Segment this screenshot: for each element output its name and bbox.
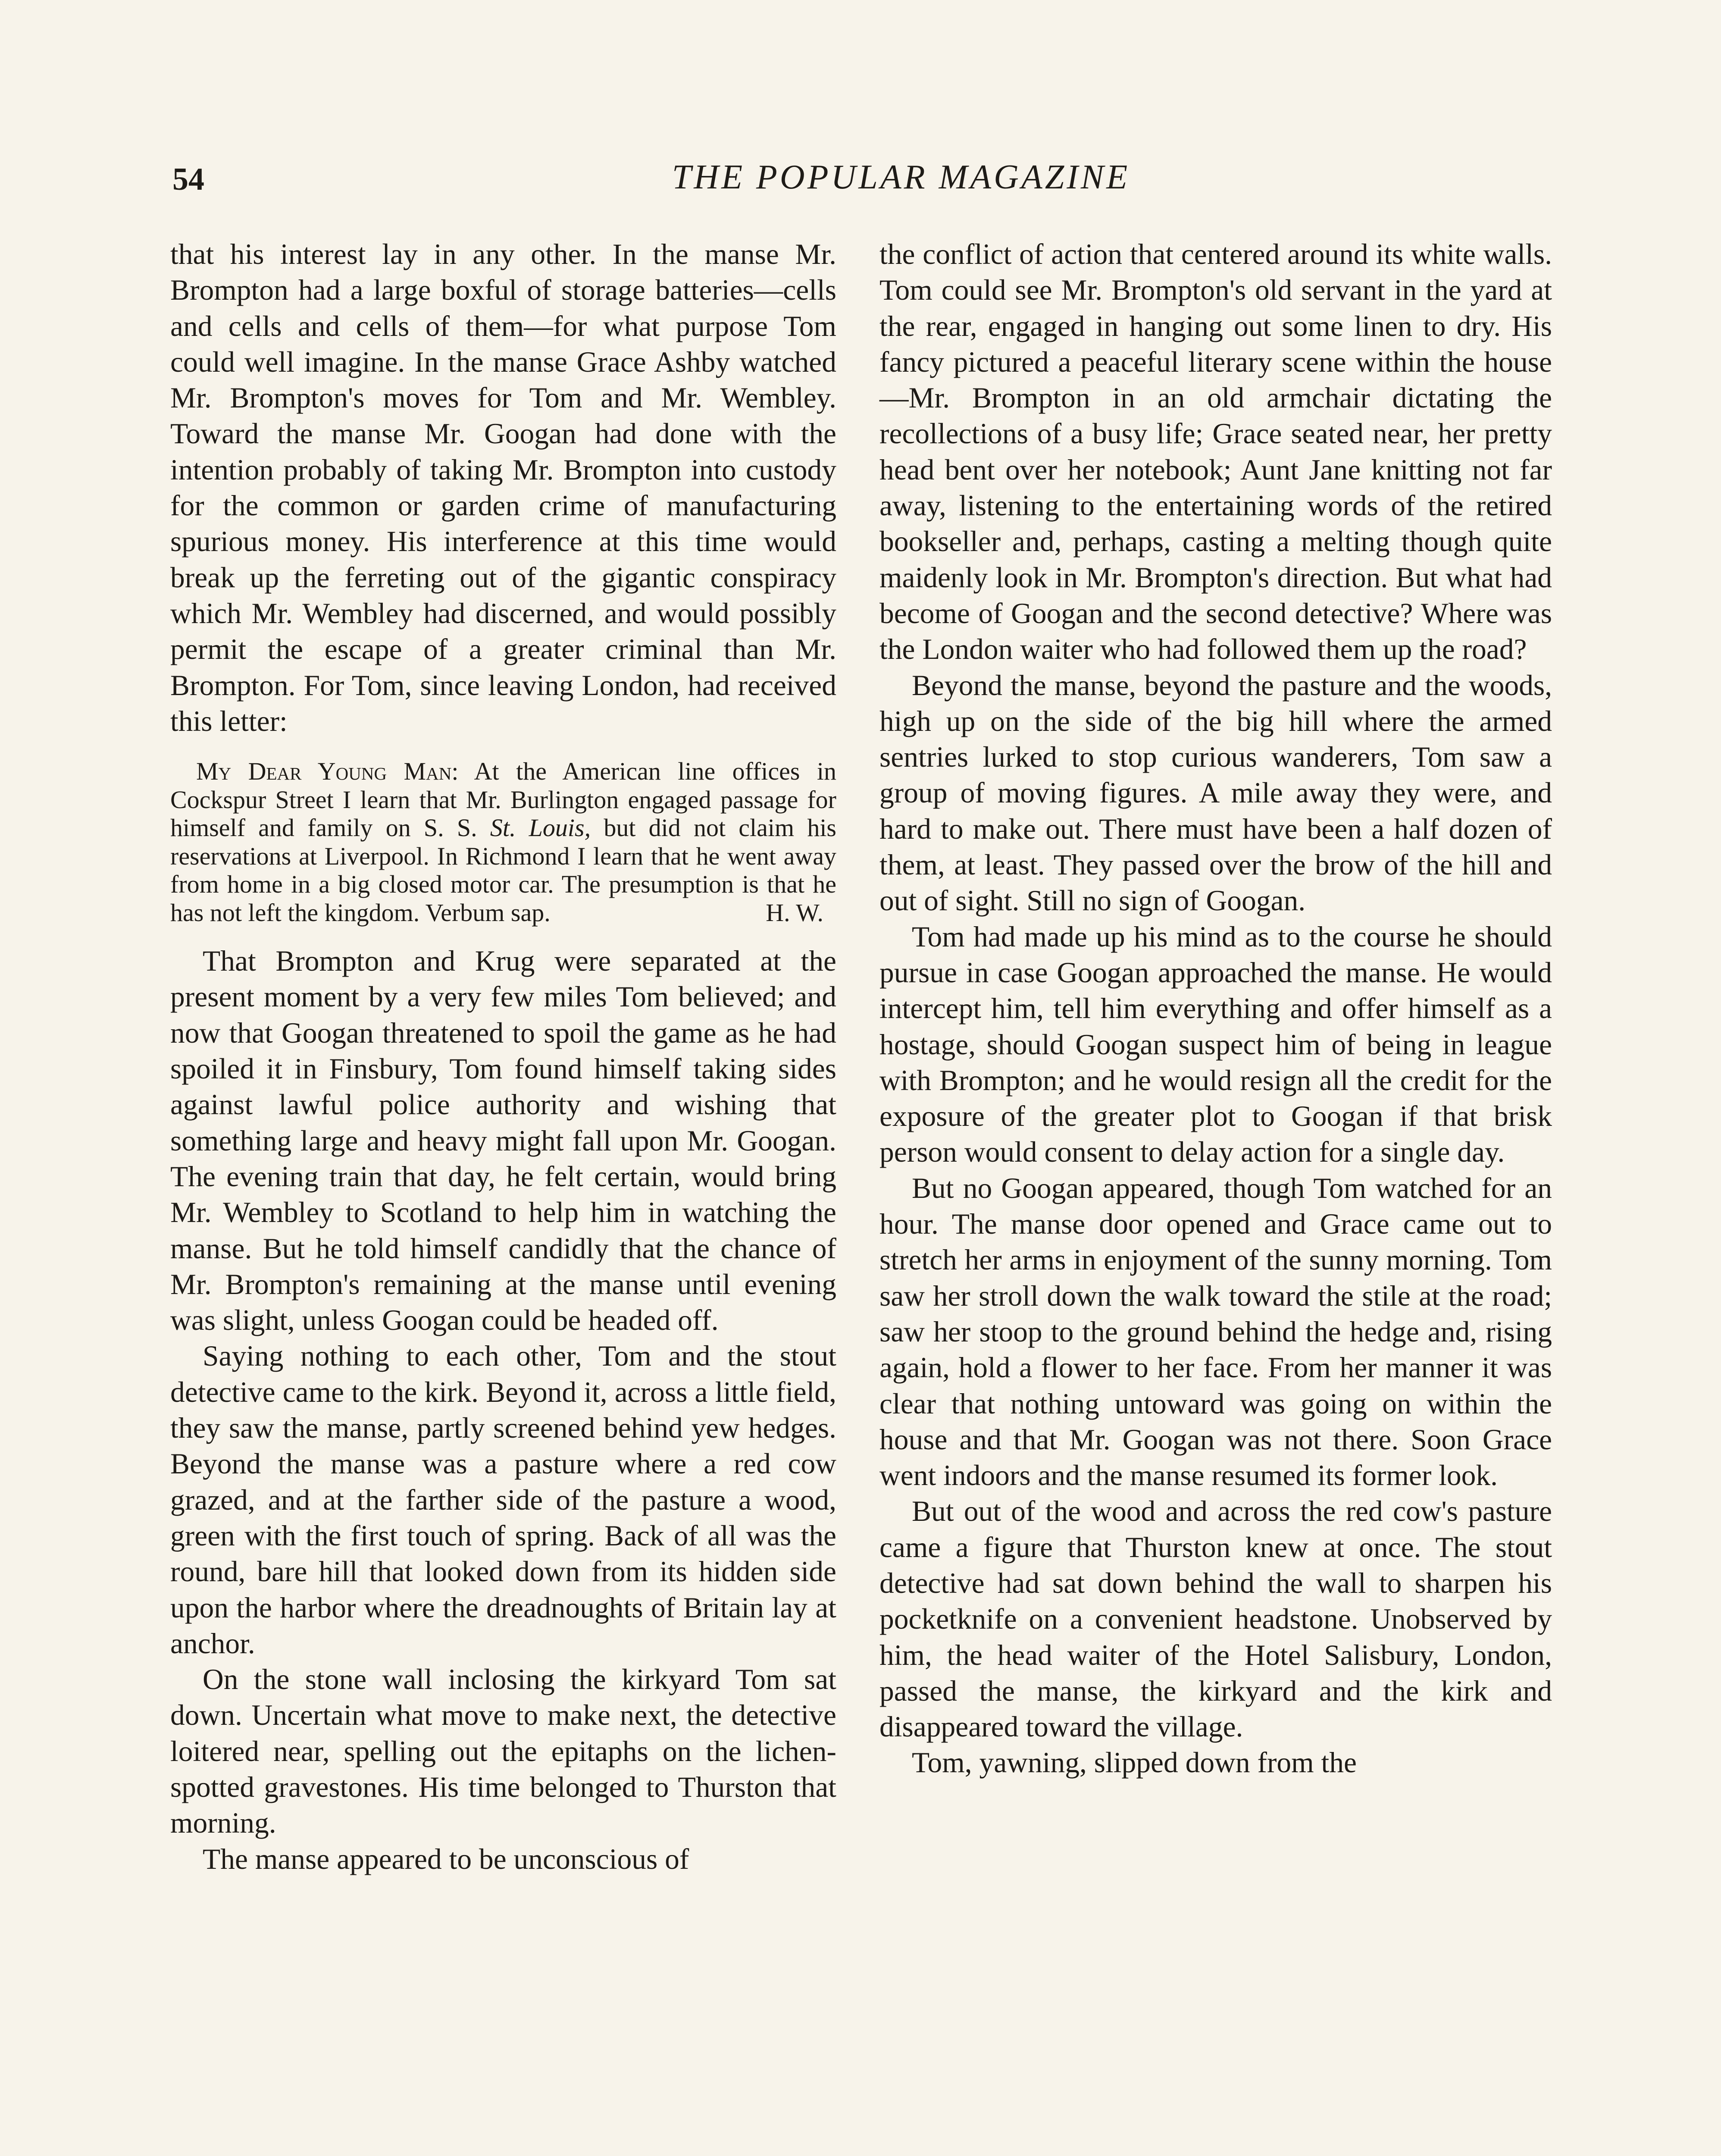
left-paragraph-3: Saying nothing to each other, Tom and the stout detective came to the kirk. Beyond it, across a little field, they saw the manse, partly screened behind yew hedges. Beyond the manse was a pasture where a red cow grazed, and at the farther side of the pasture a wood, green with the first touch of spring. Back of all was the round, bare hill that looked down from its hidden side upon the harbor where the dreadnoughts of Britain lay at anchor. <box>170 1340 836 1660</box>
left-paragraph-4: On the stone wall inclosing the kirkyard Tom sat down. Uncertain what move to make next, the detective loitered near, spelling out the epitaphs on the lichen-spotted gravestones. His time belonged to Thurston that morning. <box>170 1663 836 1839</box>
letter-body-continued: but did not claim his reservations at Liverpool. In Richmond I learn that he went away from home in a big closed motor car. The presumption is that he has not left the kingdom. Verbum sap. <box>170 814 836 927</box>
right-paragraph-1: the conflict of action that centered around its white walls. Tom could see Mr. Brompton's old servant in the yard at the rear, engaged in hanging out some linen to dry. His fancy pictured a peaceful literary scene within the house—Mr. Brompton in an old armchair dictating the recollections of a busy life; Grace seated near, her pretty head bent over her notebook; Aunt Jane knitting not far away, listening to the entertaining words of the retired bookseller and, perhaps, casting a melting though quite maidenly look in Mr. Brompton's direction. But what had become of Googan and the second detective? Where was the London waiter who had followed them up the road? <box>879 238 1552 666</box>
left-paragraph-5: The manse appeared to be unconscious of <box>203 1843 689 1875</box>
left-paragraph-1: that his interest lay in any other. In the manse Mr. Brompton had a large boxful of storage batteries—cells and cells and cells of them—for what purpose Tom could well imagine. In the manse Grace Ashby watched Mr. Brompton's moves for Tom and Mr. Wembley. Toward the manse Mr. Googan had done with the intention probably of taking Mr. Brompton into custody for the common or garden crime of manufacturing spurious money. His interference at this time would break up the ferreting out of the gigantic conspiracy which Mr. Wembley had discerned, and would possibly permit the escape of a greater criminal than Mr. Brompton. For Tom, since leaving London, had received this letter: <box>170 238 836 737</box>
right-paragraph-4: But no Googan appeared, though Tom watched for an hour. The manse door opened and Grace came out to stretch her arms in enjoyment of the sunny morning. Tom saw her stroll down the walk toward the stile at the road; saw her stoop to the ground behind the hedge and, rising again, hold a flower to her face. From her manner it was clear that nothing untoward was going on within the house and that Mr. Googan was not there. Soon Grace went indoors and the manse resumed its former look. <box>879 1172 1552 1492</box>
right-paragraph-2: Beyond the manse, beyond the pasture and the woods, high up on the side of the big hill where the armed sentries lurked to stop curious wanderers, Tom saw a group of moving figures. A mile away they were, and hard to make out. There must have been a half dozen of them, at least. They passed over the brow of the hill and out of sight. Still no sign of Googan. <box>879 669 1552 917</box>
left-paragraph-2: That Brompton and Krug were separated at the present moment by a very few miles Tom believed; and now that Googan threatened to spoil the game as he had spoiled it in Finsbury, Tom found himself taking sides against lawful police authority and wishing that something large and heavy might fall upon Mr. Googan. The evening train that day, he felt certain, would bring Mr. Wembley to Scotland to help him in watching the manse. But he told himself candidly that the chance of Mr. Brompton's remaining at the manse until evening was slight, unless Googan could be headed off. <box>170 945 836 1337</box>
letter-signature: H. W. <box>766 898 823 927</box>
letter-body: At the American line offices in Cockspur Street I learn that Mr. Burlington engaged passage for himself and family on S. S. <box>170 757 836 842</box>
right-paragraph-6: Tom, yawning, slipped down from the <box>912 1746 1357 1779</box>
right-paragraph-5: But out of the wood and across the red cow's pasture came a figure that Thurston knew at once. The stout detective had sat down behind the wall to sharpen his pocketknife on a convenient headstone. Unobserved by him, the head waiter of the Hotel Salisbury, London, passed the manse, the kirkyard and the kirk and disappeared toward the village. <box>879 1495 1552 1743</box>
letter-salutation: My Dear Young Man: <box>196 757 459 786</box>
page-number: 54 <box>172 162 204 197</box>
right-column <box>879 236 1552 1781</box>
right-paragraph-3: Tom had made up his mind as to the course he should pursue in case Googan approached the manse. He would intercept him, tell him everything and offer himself as a hostage, should Googan suspect him of being in league with Brompton; and he would resign all the credit for the exposure of the greater plot to Googan if that brisk person would consent to delay action for a single day. <box>879 920 1552 1169</box>
left-column <box>170 236 836 1877</box>
letter-ship-name: St. Louis, <box>490 814 591 842</box>
running-head: THE POPULAR MAGAZINE <box>672 158 1130 196</box>
quoted-letter <box>170 757 836 927</box>
